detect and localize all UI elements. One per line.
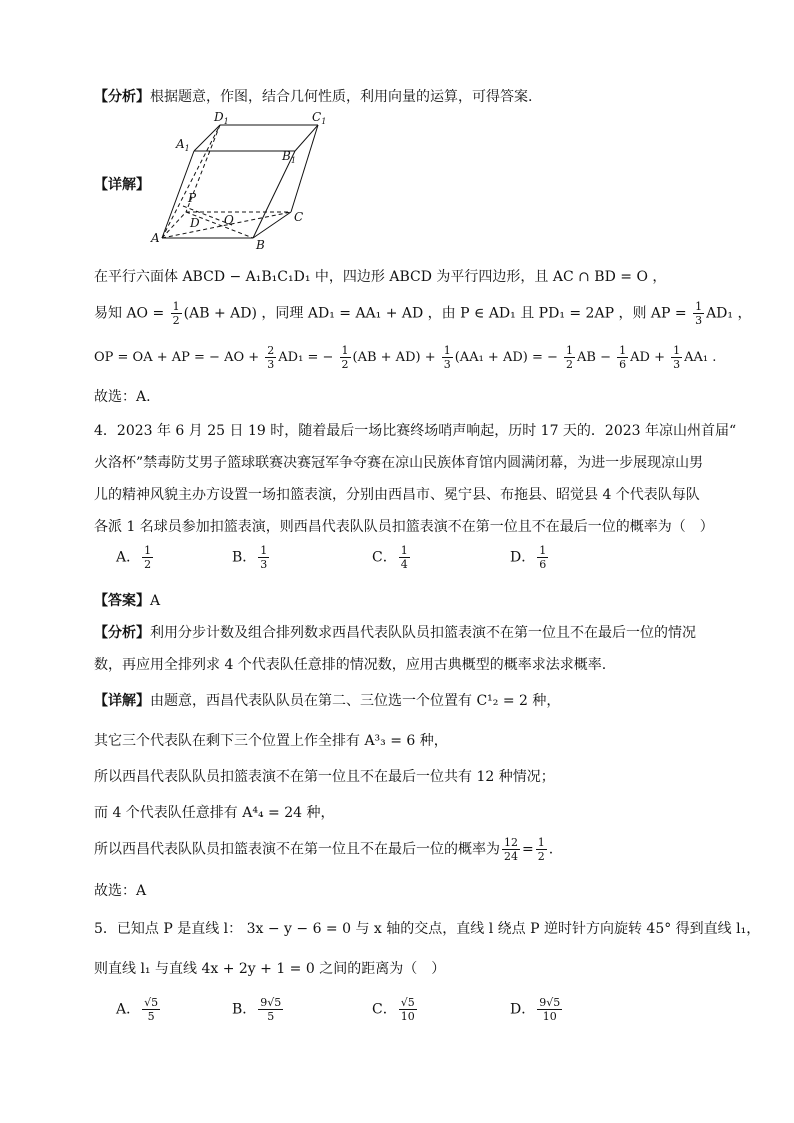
q4-line-1: 4．2023 年 6 月 25 日 19 时，随着最后一场比赛终场哨声响起，历时 17 天的．2023 年凉山州首届“	[94, 423, 737, 439]
q4-detail-3: 所以西昌代表队队员扣篮表演不在第一位且不在最后一位共有 12 种情况；	[94, 769, 555, 785]
q5-option-d[interactable]: D． $\frac{9√5}{10}$	[510, 996, 561, 1023]
analysis-text: 根据题意，作图，结合几何性质，利用向量的运算，可得答案.	[150, 89, 533, 105]
analysis-tag: 【分析】	[94, 89, 150, 105]
parallelepiped-figure	[148, 108, 358, 254]
q5-option-a[interactable]: A． $\frac{√5}{5}$	[116, 996, 159, 1023]
q4-line-4: 各派 1 名球员参加扣篮表演，则西昌代表队队员扣篮表演不在第一位且不在最后一位的概率为（ ）	[94, 519, 714, 535]
q5-line-1: 5．已知点 P 是直线 l： 3x − y − 6 = 0 与 x 轴的交点，直线 l 绕点 P 逆时针方向旋转 45° 得到直线 l₁，	[94, 921, 761, 937]
q5-option-c[interactable]: C． $\frac{√5}{10}$	[372, 996, 415, 1023]
q4-detail-2: 其它三个代表队在剩下三个位置上作全排有 A³₃ = 6 种，	[94, 733, 448, 749]
label-p: P	[188, 191, 197, 205]
label-b1: $B_1$	[282, 149, 296, 165]
q5-option-b[interactable]: B． $\frac{9√5}{5}$	[232, 996, 282, 1023]
q4-option-c[interactable]: C． $\frac{1}{4}$	[372, 544, 408, 571]
detail-tag: 【详解】	[94, 177, 150, 193]
label-c1: $C_1$	[312, 110, 327, 126]
para-parallelepiped: 在平行六面体 ABCD − A₁B₁C₁D₁ 中，四边形 ABCD 为平行四边形，且 AC ∩ BD = O ，	[94, 269, 667, 285]
label-o: O	[224, 213, 234, 227]
q4-analysis-2: 数，再应用全排列求 4 个代表队任意排的情况数，应用古典概型的概率求法求概率.	[94, 657, 607, 673]
q4-line-3: 儿的精神风貌主办方设置一场扣篮表演，分别由西昌市、冕宁县、布拖县、昭觉县 4 个代表队每队	[94, 487, 700, 503]
q4-analysis-1: 【分析】利用分步计数及组合排列数求西昌代表队队员扣篮表演不在第一位且不在最后一位的情况	[94, 625, 696, 641]
answer-select-1: 故选：A.	[94, 389, 151, 405]
q5-line-2: 则直线 l₁ 与直线 4x + 2y + 1 = 0 之间的距离为（ ）	[94, 961, 446, 977]
q4-detail-1: 【详解】由题意，西昌代表队队员在第二、三位选一个位置有 C¹₂ = 2 种，	[94, 693, 561, 709]
label-d1: $D_1$	[214, 110, 229, 126]
para-vector-ao: 易知 AO = $\frac{1}{2}$ (AB + AD) ，同理 AD₁ = AA₁ + AD ，由 P ∈ AD₁ 且 PD₁ = 2AP ，则 AP = $\frac{1}{3}$ AD₁ ，	[94, 300, 752, 327]
q4-detail-5: 所以西昌代表队队员扣篮表演不在第一位且不在最后一位的概率为 $\frac{12}{24}$ = $\frac{1}{2}$ .	[94, 836, 554, 863]
para-vector-op: OP = OA + AP = − AO + $\frac{2}{3}$ AD₁ = − $\frac{1}{2}$ (AB + AD) + $\frac{1}{3}$ (AA₁ + AD) = − $\frac{1}{2}$ AB − $\frac{1}{6}$ AD + $\frac{1}{3}$ AA₁ .	[94, 344, 717, 371]
label-d: D	[190, 216, 200, 230]
q4-line-2: 火洛杯”禁毒防艾男子篮球联赛决赛冠军争夺赛在凉山民族体育馆内圆满闭幕，为进一步展现凉山男	[94, 455, 704, 471]
q4-detail-4: 而 4 个代表队任意排有 A⁴₄ = 24 种，	[94, 805, 335, 821]
q4-option-b[interactable]: B． $\frac{1}{3}$	[232, 544, 268, 571]
q4-answer: 【答案】A	[94, 593, 161, 609]
q4-option-a[interactable]: A． $\frac{1}{2}$	[116, 544, 152, 571]
label-b: B	[256, 238, 265, 252]
q4-select: 故选：A	[94, 883, 147, 899]
label-a: A	[151, 231, 160, 245]
analysis-line	[94, 86, 532, 106]
label-c: C	[294, 210, 304, 224]
q4-option-d[interactable]: D． $\frac{1}{6}$	[510, 544, 547, 571]
label-a1: $A_1$	[176, 137, 190, 153]
